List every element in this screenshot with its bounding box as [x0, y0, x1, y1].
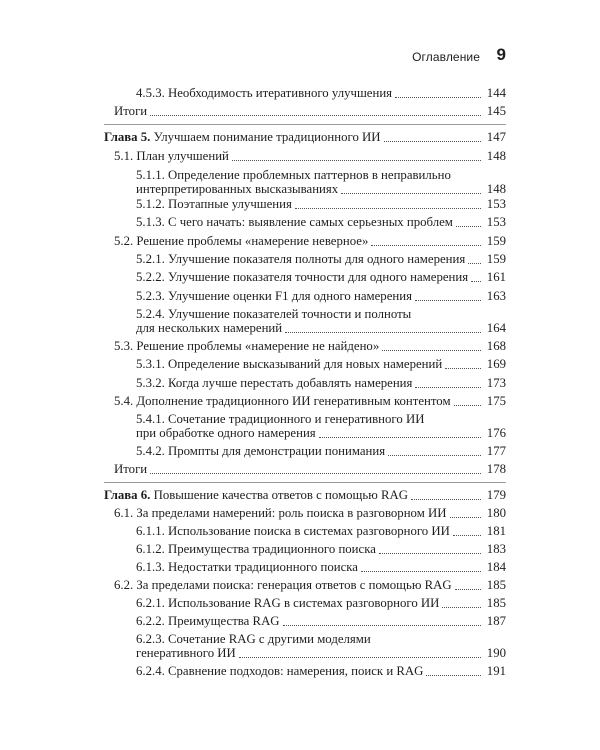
dot-leader [453, 534, 481, 536]
toc-entry-text: 5.3. Решение проблемы «намерение не найдено» [114, 339, 380, 353]
toc-entry-text: 5.1. План улучшений [114, 149, 229, 163]
toc-page-number: 184 [486, 560, 506, 574]
toc-page-number: 187 [486, 614, 506, 628]
toc-page-number: 183 [486, 542, 506, 556]
toc-page-number: 163 [486, 289, 506, 303]
toc-entry-text: генеративного ИИ [136, 646, 236, 660]
toc-page-number: 179 [486, 488, 506, 502]
toc-entry-text: 4.5.3. Необходимость итеративного улучшения [136, 86, 393, 100]
toc-page-number: 180 [486, 506, 506, 520]
dot-leader [371, 244, 481, 246]
chapter-label: Глава 5. [104, 130, 151, 144]
toc-entry-text: Повышение качества ответов с помощью RAG [153, 488, 409, 502]
dot-leader [471, 280, 481, 282]
toc-page-number: 164 [486, 321, 506, 335]
toc-entry-text: 6.2.2. Преимущества RAG [136, 614, 280, 628]
toc-entry-line [136, 632, 506, 647]
toc-page-number: 148 [486, 182, 506, 196]
toc-entry-line [136, 412, 506, 427]
toc-entry [136, 86, 506, 101]
toc-chapter-entry [104, 130, 506, 145]
toc-entry [136, 197, 506, 212]
toc-entry-text: при обработке одного намерения [136, 426, 316, 440]
toc-entry-text: 5.1.2. Поэтапные улучшения [136, 197, 292, 211]
toc-entry [136, 542, 506, 557]
toc-entry-text: 6.1.2. Преимущества традиционного поиска [136, 542, 376, 556]
dot-leader [341, 192, 481, 194]
toc-page-number: 175 [486, 394, 506, 408]
toc-page-number: 148 [486, 149, 506, 163]
toc-entry [114, 104, 506, 119]
toc-page-number: 161 [486, 270, 506, 284]
toc-entry-text: 6.2.3. Сочетание RAG с другими моделями [136, 632, 371, 646]
toc-entry [114, 149, 506, 164]
toc-entry-text: 6.2.1. Использование RAG в системах разговорного ИИ [136, 596, 440, 610]
dot-leader [150, 114, 481, 116]
dot-leader [455, 588, 481, 590]
page-number: 9 [496, 45, 506, 64]
dot-leader [379, 552, 481, 554]
dot-leader [384, 140, 481, 142]
toc-page-number: 159 [486, 234, 506, 248]
toc-page-number: 168 [486, 339, 506, 353]
toc-entry-text: 5.4.1. Сочетание традиционного и генеративного ИИ [136, 412, 425, 426]
toc-entry-text: 5.4.2. Промпты для демонстрации понимания [136, 444, 386, 458]
dot-leader [454, 404, 481, 406]
dot-leader [456, 225, 481, 227]
dot-leader [361, 570, 481, 572]
running-header [0, 46, 506, 70]
dot-leader [388, 454, 481, 456]
toc-entry-text: 5.3.2. Когда лучше перестать добавлять намерения [136, 376, 413, 390]
toc-entry-text: 6.1.1. Использование поиска в системах разговорного ИИ [136, 524, 450, 538]
toc-entry [136, 252, 506, 267]
toc-entry-line [136, 168, 506, 183]
toc-entry [114, 578, 506, 593]
toc-page-number: 185 [486, 578, 506, 592]
dot-leader [285, 331, 481, 333]
dot-leader [415, 386, 481, 388]
toc-entry [136, 321, 506, 336]
toc-entry [114, 339, 506, 354]
toc-page-number: 178 [486, 462, 506, 476]
toc-entry [136, 182, 506, 197]
toc-entry-line [136, 307, 506, 322]
header-title: Оглавление [412, 50, 480, 64]
toc-page-number: 153 [486, 197, 506, 211]
toc-entry [114, 234, 506, 249]
toc-entry [136, 560, 506, 575]
toc-entry-text: Улучшаем понимание традиционного ИИ [153, 130, 381, 144]
toc-page-number: 145 [486, 104, 506, 118]
toc-entry-text: 5.2. Решение проблемы «намерение неверное» [114, 234, 369, 248]
dot-leader [295, 207, 481, 209]
dot-leader [468, 262, 481, 264]
dot-leader [450, 516, 482, 518]
toc-entry [136, 444, 506, 459]
toc-entry-text: 5.2.4. Улучшение показателей точности и полноты [136, 307, 412, 321]
toc-page-number: 176 [486, 426, 506, 440]
toc-page-number: 147 [486, 130, 506, 144]
toc-page-number: 185 [486, 596, 506, 610]
toc-entry-text: 6.2.4. Сравнение подходов: намерения, поиск и RAG [136, 664, 424, 678]
chapter-separator [104, 124, 506, 125]
dot-leader [382, 349, 481, 351]
toc-page-number: 159 [486, 252, 506, 266]
dot-leader [319, 436, 481, 438]
toc-entry-text: для нескольких намерений [136, 321, 283, 335]
toc-entry [136, 289, 506, 304]
toc-entry [136, 376, 506, 391]
toc-entry-text: 5.2.2. Улучшение показателя точности для одного намерения [136, 270, 469, 284]
toc-entry-text: 5.4. Дополнение традиционного ИИ генеративным контентом [114, 394, 451, 408]
toc-entry [114, 462, 506, 477]
toc-entry [136, 646, 506, 661]
toc-page-number: 177 [486, 444, 506, 458]
toc-entry-text: 5.2.1. Улучшение показателя полноты для одного намерения [136, 252, 466, 266]
dot-leader [232, 159, 481, 161]
toc-page-number: 173 [486, 376, 506, 390]
toc-entry [136, 357, 506, 372]
dot-leader [442, 606, 481, 608]
toc-page-number: 153 [486, 215, 506, 229]
toc-page-number: 191 [486, 664, 506, 678]
dot-leader [150, 472, 481, 474]
toc-entry-text: 5.1.1. Определение проблемных паттернов в неправильно [136, 168, 451, 182]
toc-page-number: 169 [486, 357, 506, 371]
toc-entry [136, 524, 506, 539]
toc-entry [136, 215, 506, 230]
toc-entry [136, 270, 506, 285]
dot-leader [426, 674, 481, 676]
toc-entry-text: 5.1.3. С чего начать: выявление самых серьезных проблем [136, 215, 453, 229]
chapter-separator [104, 482, 506, 483]
toc-page-number: 181 [486, 524, 506, 538]
toc-entry [136, 614, 506, 629]
toc-entry-text: Итоги [114, 104, 148, 118]
toc-entry [114, 394, 506, 409]
dot-leader [411, 498, 481, 500]
dot-leader [445, 367, 481, 369]
toc-entry-text: 5.3.1. Определение высказываний для новых намерений [136, 357, 443, 371]
dot-leader [415, 299, 481, 301]
dot-leader [239, 656, 481, 658]
toc-entry-text: интерпретированных высказываниях [136, 182, 339, 196]
toc-entry [136, 596, 506, 611]
toc-page-number: 144 [486, 86, 506, 100]
toc-page-number: 190 [486, 646, 506, 660]
chapter-label: Глава 6. [104, 488, 151, 502]
toc-entry-text: 5.2.3. Улучшение оценки F1 для одного намерения [136, 289, 412, 303]
toc-entry-text: Итоги [114, 462, 148, 476]
dot-leader [395, 96, 481, 98]
toc-entry [114, 506, 506, 521]
toc-entry [136, 664, 506, 679]
toc-chapter-entry [104, 488, 506, 503]
toc-entry-text: 6.1. За пределами намерений: роль поиска в разговорном ИИ [114, 506, 447, 520]
toc-entry [136, 426, 506, 441]
dot-leader [283, 624, 481, 626]
toc-entry-text: 6.1.3. Недостатки традиционного поиска [136, 560, 358, 574]
toc-entry-text: 6.2. За пределами поиска: генерация ответов с помощью RAG [114, 578, 452, 592]
